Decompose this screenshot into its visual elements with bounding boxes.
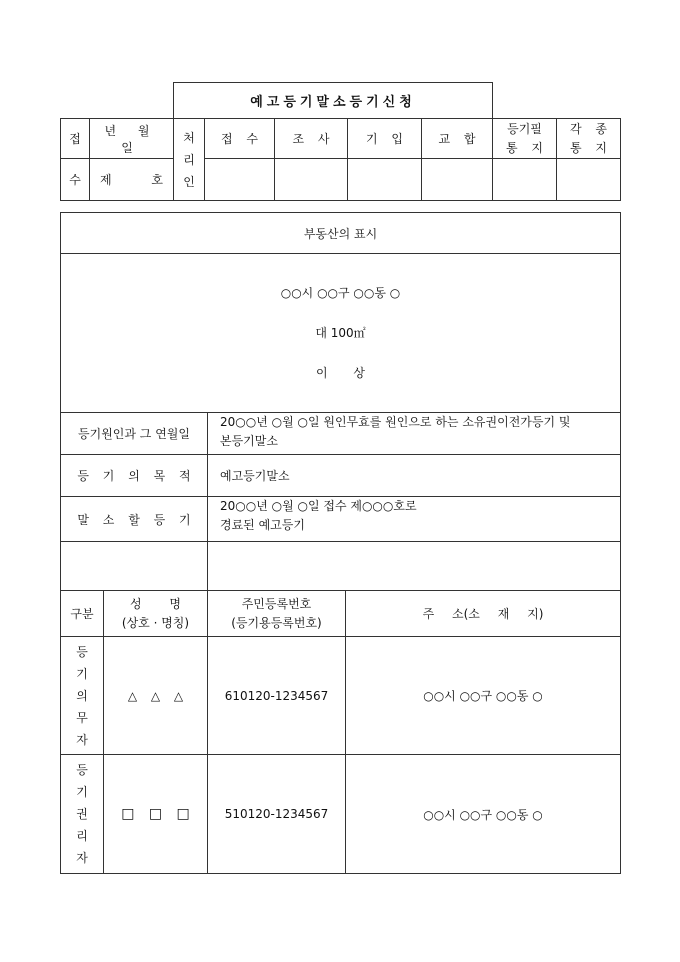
receipt-jeop: 접 [60,118,90,159]
cause-label: 등기원인과 그 연월일 [60,412,208,455]
cell-empty [274,158,348,201]
value-line: 경료된 예고등기 [220,518,305,532]
document-title: 예고등기말소등기신청 [173,82,493,119]
purpose-value: 예고등기말소 [207,454,621,497]
label: (상호 · 명칭) [121,615,190,630]
type-char: 등 [76,644,88,659]
receipt-date-label: 년 월 일 [89,118,174,159]
label: 등기필 [507,121,542,136]
type-char: 자 [76,851,88,865]
value-line: 20○○년 ○월 ○일 원인무효를 원인으로 하는 소유권이전가등기 및 [220,415,571,429]
number-suffix: 호 [151,173,163,187]
cell-empty [556,158,621,201]
property-line: 이 상 [316,366,365,380]
type-char: 의 [76,688,88,703]
property-description [60,253,621,413]
property-header: 부동산의 표시 [60,212,621,254]
obligor-address: ○○시 ○○구 ○○동 ○ [345,636,621,755]
value-line: 본등기말소 [220,434,278,448]
value-line: 20○○년 ○월 ○일 접수 제○○○호로 [220,499,417,513]
id-header [207,590,346,637]
handler-char: 인 [183,174,195,189]
holder-name: □ □ □ [103,754,208,874]
cell-empty [60,541,208,591]
type-char: 기 [76,785,88,799]
holder-address: ○○시 ○○구 ○○동 ○ [345,754,621,874]
label: 성 명 [130,596,181,611]
number-prefix: 제 [100,173,112,187]
cancel-target-label: 말 소 할 등 기 [60,496,208,542]
label: 통 지 [570,140,607,155]
type-header: 구분 [60,590,104,637]
label: 통 지 [506,140,543,155]
purpose-label: 등 기 의 목 적 [60,454,208,497]
obligor-name: △ △ △ [103,636,208,755]
holder-id: 510120-1234567 [207,754,346,874]
type-char: 권 [76,807,88,821]
handler-label [173,118,205,201]
cell-empty [492,158,557,201]
holder-type [60,754,104,874]
label: 주민등록번호 [241,596,312,611]
cancel-target-value [207,496,621,542]
col-survey: 조 사 [274,118,348,159]
col-notify-various [556,118,621,159]
cell-empty [421,158,493,201]
cell-empty [347,158,422,201]
type-char: 무 [76,710,88,725]
type-char: 기 [76,666,88,681]
obligor-type [60,636,104,755]
label: 각 종 [570,121,607,136]
type-char: 등 [76,763,88,777]
cause-value [207,412,621,455]
name-header [103,590,208,637]
cell-empty [207,541,621,591]
cell-empty [204,158,275,201]
col-receipt: 접 수 [204,118,275,159]
handler-char: 처 [183,130,195,145]
receipt-number-label [89,158,174,201]
handler-char: 리 [183,152,195,167]
col-check: 교 합 [421,118,493,159]
property-line: ○○시 ○○구 ○○동 ○ [280,286,401,300]
property-line: 대 100㎡ [315,326,366,340]
address-header: 주 소(소 재 지) [345,590,621,637]
col-notify-done [492,118,557,159]
receipt-su: 수 [60,158,90,201]
type-char: 리 [76,829,88,843]
obligor-id: 610120-1234567 [207,636,346,755]
label: (등기용등록번호) [231,615,322,630]
type-char: 자 [76,732,88,747]
col-entry: 기 입 [347,118,422,159]
